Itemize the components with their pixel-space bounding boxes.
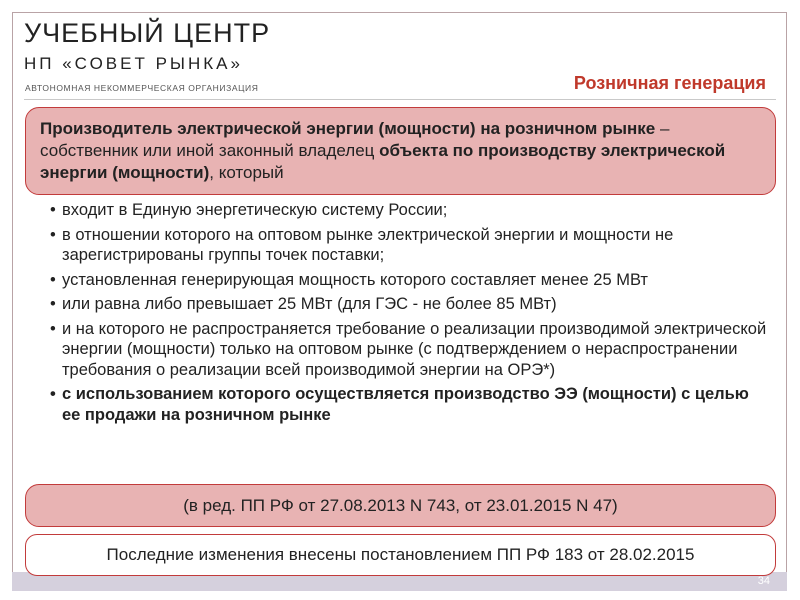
bullet-icon: • [50, 295, 56, 313]
list-item-emphasis: • с использованием которого осуществляется производство ЭЭ (мощности) с целью ее продажи на розничном рынке [50, 385, 749, 424]
page-title: Розничная генерация [573, 73, 766, 93]
reference-box: (в ред. ПП РФ от 27.08.2013 N 743, от 23.01.2015 N 47) [25, 484, 776, 527]
list-item: • установленная генерирующая мощность которого составляет менее 25 МВт [50, 270, 648, 289]
definition-tail: , который [209, 163, 284, 182]
bullet-icon: • [50, 201, 56, 219]
logo-caption: АВТОНОМНАЯ НЕКОММЕРЧЕСКАЯ ОРГАНИЗАЦИЯ [25, 83, 259, 93]
bullet-icon: • [50, 225, 56, 244]
page-number: 34 [757, 575, 770, 587]
list-item: • входит в Единую энергетическую систему России; [50, 201, 448, 219]
definition-object: объекта по производству электрической энергии (мощности) [40, 141, 726, 182]
logo-subtitle: НП «СОВЕТ РЫНКА» [24, 54, 243, 73]
header-divider [24, 99, 776, 100]
logo-title: УЧЕБНЫЙ ЦЕНТР [24, 18, 271, 48]
definition-text: собственник или иной законный владелец [40, 141, 380, 160]
definition-dash: – [655, 119, 670, 138]
definition-box [25, 107, 776, 195]
list-item: • в отношении которого на оптовом рынке электрической энергии и мощности не зарегистрированы группы точек поставки; [50, 225, 674, 264]
bullet-icon: • [50, 270, 56, 289]
list-item: • или равна либо превышает 25 МВт (для ГЭС - не более 85 МВт) [50, 295, 557, 313]
definition-term: Производитель электрической энергии (мощности) на розничном рынке [40, 119, 656, 138]
criteria-list [50, 200, 770, 429]
note-box: Последние изменения внесены постановлением ПП РФ 183 от 28.02.2015 [25, 534, 776, 576]
list-item: • и на которого не распространяется требование о реализации производимой электрической энергии (мощности) только на оптовом рынке (с подтверждением о нераспространении требования о реализации всей производимой энергии на ОРЭ*) [50, 319, 767, 379]
bullet-icon: • [50, 385, 56, 403]
bullet-icon: • [50, 319, 56, 338]
